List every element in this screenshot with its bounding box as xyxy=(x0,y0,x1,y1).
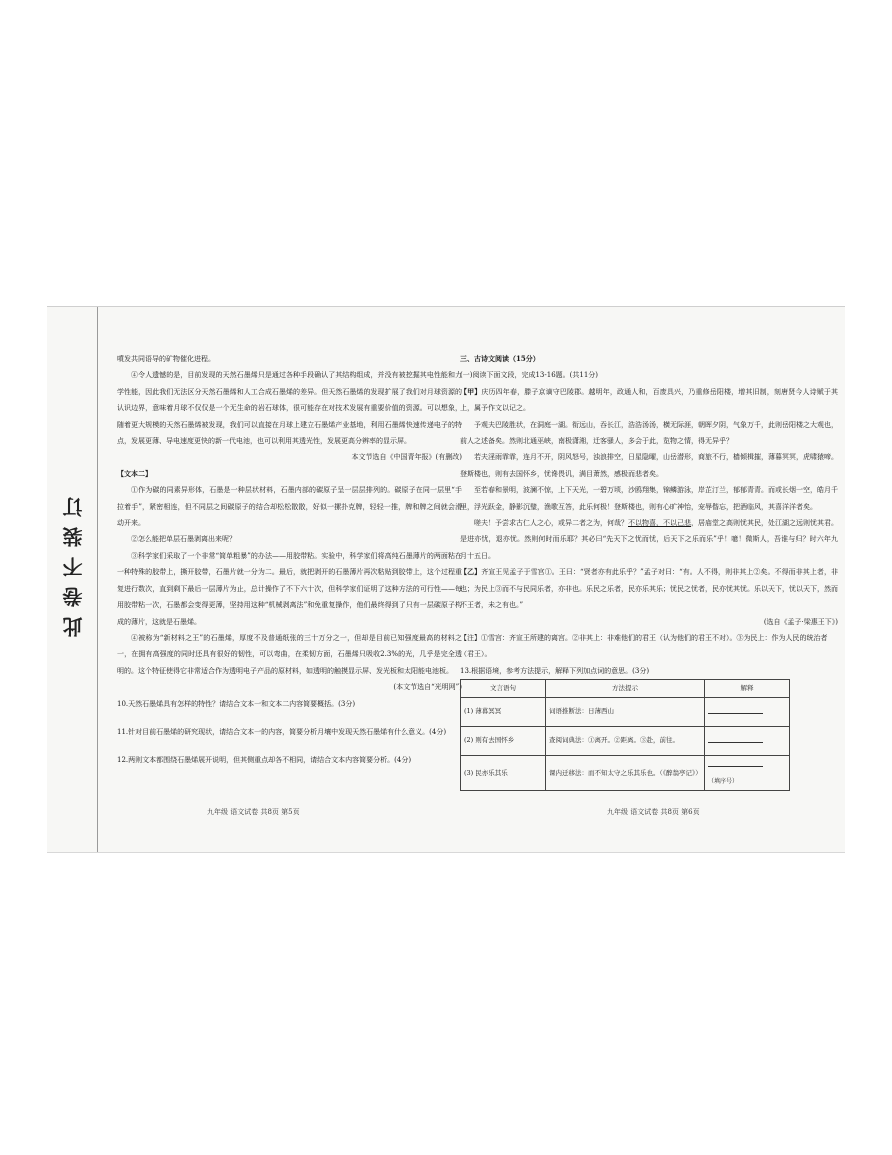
answer-blank[interactable] xyxy=(705,697,790,726)
table-cell-phrase: (1) 薄暮冥冥 xyxy=(461,697,546,726)
question-13-table xyxy=(460,679,790,791)
table-cell-hint: 课内迁移法：而不知太守之乐其乐也。（《醉翁亭记》） xyxy=(546,755,705,791)
answer-hint: （填序号） xyxy=(708,777,739,785)
exam-sheet xyxy=(47,306,845,853)
question-13: 13.根据语境，参考方法提示，解释下列加点词的意思。(3分) xyxy=(460,666,650,675)
text2-paragraph-4: ④被称为“新材料之王”的石墨烯，厚度不及普通纸张的三十万分之一，但却是目前已知强度最高的材料之一，在拥有高强度的同时还具有很好的韧性，可以弯曲，在柔韧方面，石墨烯只吸收2.3%的光，几乎是完全透明的。这个特征使得它非常适合作为透明电子产品的原材料，如透明的触摸显示屏、发光板和太阳能电池板。 xyxy=(117,633,462,675)
table-header-phrase: 文言语句 xyxy=(461,680,546,697)
text2-paragraph-3: ③科学家们采取了一个非常“简单粗暴”的办法——用胶带粘。实验中，科学家们将高纯石墨薄片的两面粘在一种特殊的胶带上，撕开胶带，石墨片就一分为二。最后，就把剥开的石墨薄片再次粘贴到胶带上，这个过程重复进行数次，直到剩下最后一层薄片为止，总计操作了不下六十次，但科学家们证明了这种方法的可行性——每用胶带粘一次，石墨都会变得更薄，坚持用这种“机械剥离法”和免重复操作，他们最终得到了只有一层碳原子构成的薄片，这就是石墨烯。 xyxy=(117,551,462,626)
table-cell-hint: 查阅词典法：①离开。②距离。③赴，前往。 xyxy=(546,726,705,755)
binding-notice: 此卷不装订 xyxy=(62,487,86,637)
subsection-title: (一)阅读下面文段，完成13-16题。(共11分) xyxy=(460,371,599,380)
table-cell-phrase: (2) 则有去国怀乡 xyxy=(461,726,546,755)
jia-paragraph-2: 予观夫巴陵胜状，在洞庭一湖。衔远山，吞长江，浩浩汤汤，横无际涯，朝晖夕阴，气象万千，此则岳阳楼之大观也，前人之述备矣。然则北通巫峡，南极潇湘，迁客骚人，多会于此，览物之情，得无异乎？ xyxy=(460,420,838,446)
text2-paragraph-1: ①作为碳的同素异形体，石墨是一种层状材料，石墨内部的碳原子呈一层层排列的。碳原子在同一层里“手拉着手”，紧密相连，但不同层之间碳原子的结合却松松散散，好似一摞扑克牌，轻轻一推，牌和牌之间就会滑动开来。 xyxy=(117,486,462,528)
table-row xyxy=(461,726,790,755)
text1-source: 本文节选自《中国青年报》(有删改) xyxy=(351,453,462,462)
yi-source: (选自《孟子·梁惠王下》) xyxy=(763,617,838,626)
jia-paragraph-4: 至若春和景明，波澜不惊，上下天光，一碧万顷，沙鸥翔集，锦鳞游泳，岸芷汀兰，郁郁青青。而或长烟一空，皓月千里，浮光跃金，静影沉璧，渔歌互答，此乐何极！登斯楼也，则有心旷神怡，宠辱偕忘，把酒临风，其喜洋洋者矣。 xyxy=(460,486,838,511)
table-cell-hint: 词语推断法：日薄西山 xyxy=(546,697,705,726)
text2-source: (本文节选自“光明网”) xyxy=(393,683,462,692)
jia-text-1: 庆历四年春，滕子京谪守巴陵郡。越明年，政通人和，百废具兴，乃重修岳阳楼，增其旧制，刻唐贤今人诗赋于其上，属予作文以记之。 xyxy=(460,387,839,413)
annotation-note: 【注】①雪宫：齐宣王所建的离宫。②非其上：非难他们的君王（认为他们的君王不对）。③为民上：作为人民的统治者（君王）。 xyxy=(460,633,828,659)
continued-line: 噴发共同语导的矿物催化进程。 xyxy=(117,355,215,363)
text1-paragraph-4: ④令人遗憾的是，目前发现的天然石墨烯只是通过各种手段确认了其结构组成，并没有被挖掘其电性能和力学性能，因此我们无法区分天然石墨烯和人工合成石墨烯的差异。但天然石墨烯的发现扩展了我们对月球资源的认识边界，意味着月球不仅仅是一个无生命的岩石球体，很可能存在对技术发展有重要价值的资源。可以想象，随着更大规模的天然石墨烯被发现，我们可以直接在月球上建立石墨烯产业基地，利用石墨烯快速传递电子的特点，发展更薄、导电速度更快的新一代电池，也可以利用其透光性，发展更高分辨率的显示屏。 xyxy=(117,371,462,446)
jia-paragraph-3: 若夫淫雨霏霏，连月不开，阴风怒号，浊浪排空，日星隐曜，山岳潜形，商旅不行，樯倾楫摧，薄暮冥冥，虎啸猿啼。登斯楼也，则有去国怀乡，忧谗畏讥，满目萧然，感极而悲者矣。 xyxy=(460,453,838,478)
answer-blank[interactable] xyxy=(705,755,790,791)
right-page xyxy=(460,351,838,791)
binding-margin xyxy=(47,307,97,852)
jia-paragraph-1 xyxy=(460,384,838,417)
underlined-sentence: 不以物喜，不以己悲 xyxy=(628,519,691,528)
right-page-footer: 九年级 语文试卷 共8页 第6页 xyxy=(607,808,700,816)
table-row xyxy=(461,697,790,726)
question-10: 10.天然石墨烯具有怎样的特性？请结合文本一和文本二内容简要概括。(3分) xyxy=(117,699,356,708)
table-header-answer: 解释 xyxy=(705,680,790,697)
jia-label: 【甲】 xyxy=(460,386,482,396)
table-cell-phrase: (3) 民亦乐其乐 xyxy=(461,755,546,791)
answer-blank[interactable] xyxy=(705,726,790,755)
text2-paragraph-2: ②怎么能把单层石墨剥离出来呢？ xyxy=(131,535,236,544)
binding-line xyxy=(97,307,98,852)
table-header-hint: 方法提示 xyxy=(546,680,705,697)
section-title: 三、古诗文阅读（15分） xyxy=(460,354,540,363)
jia-paragraph-5: 嗟夫！予尝求古仁人之心，或异二者之为，何哉？不以物喜，不以己悲，居庙堂之高则忧其民，处江湖之远则忧其君。是进亦忧，退亦忧。然则何时而乐耶？其必曰“先天下之忧而忧，后天下之乐而乐”乎！噫！微斯人，吾谁与归？时六年九月十五日。 xyxy=(460,519,838,560)
table-row xyxy=(461,755,790,791)
question-11: 11.针对目前石墨烯的研究现状，请结合文本一的内容，简要分析月壤中发现天然石墨烯有什么意义。(4分) xyxy=(117,727,447,736)
yi-label: 【乙】 xyxy=(460,567,482,577)
left-page xyxy=(117,351,462,769)
yi-paragraph: 【乙】齐宣王见孟子于雪宫①。王曰：“贤者亦有此乐乎？”孟子对曰：“有。人不得，则非其上②矣。不得而非其上者，非也；为民上③而不与民同乐者，亦非也。乐民之乐者，民亦乐其乐；忧民之忧者，民亦忧其忧。乐以天下，忧以天下，然而不王者，未之有也。” xyxy=(460,567,839,610)
question-12: 12.两则文本都围绕石墨烯展开说明，但其侧重点却各不相同，请结合文本内容简要分析。(4分) xyxy=(117,756,412,765)
left-page-footer: 九年级 语文试卷 共8页 第5页 xyxy=(207,808,300,816)
text2-label: 【文本二】 xyxy=(117,468,152,478)
